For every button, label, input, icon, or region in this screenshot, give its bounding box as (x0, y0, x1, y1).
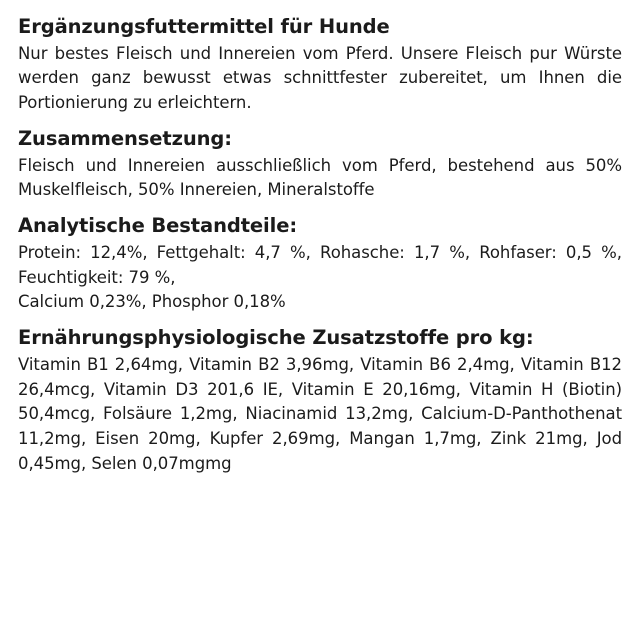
section-paragraph: Calcium 0,23%, Phosphor 0,18% (18, 292, 286, 312)
section-heading: Zusammensetzung: (18, 126, 232, 150)
section-analytical-constituents (18, 213, 622, 315)
section-paragraph: Nur bestes Fleisch und Innereien vom Pferd. Unsere Fleisch pur Würste werden ganz bewusst etwas schnittfester zubereitet, um Ihnen die Portionierung zu erleichtern. (18, 43, 622, 113)
section-paragraph: Fleisch und Innereien ausschließlich vom Pferd, bestehend aus 50% Muskelfleisch, 50% Innereien, Mineralstoffe (18, 155, 622, 200)
section-composition (18, 126, 622, 203)
section-supplementary-feed (18, 14, 622, 116)
section-heading: Ergänzungsfuttermittel für Hunde (18, 15, 390, 38)
section-heading: Ernährungsphysiologische Zusatzstoffe pro kg: (18, 326, 534, 350)
section-nutritional-additives (18, 325, 622, 476)
section-heading: Analytische Bestandteile: (18, 214, 298, 238)
section-paragraph: Protein: 12,4%, Fettgehalt: 4,7 %, Rohasche: 1,7 %, Rohfaser: 0,5 %, Feuchtigkeit: 79 %, (18, 242, 622, 287)
section-paragraph: Vitamin B1 2,64mg, Vitamin B2 3,96mg, Vitamin B6 2,4mg, Vitamin B12 26,4mcg, Vitamin D3 201,6 IE, Vitamin E 20,16mg, Vitamin H (Biotin) 50,4mcg, Folsäure 1,2mg, Niacinamid 13,2mg, Calcium-D-Panthothenat 11,2mg, Eisen 20mg, Kupfer 2,69mg, Mangan 1,7mg, Zink 21mg, Jod 0,45mg, Selen 0,07mgmg (18, 354, 622, 473)
